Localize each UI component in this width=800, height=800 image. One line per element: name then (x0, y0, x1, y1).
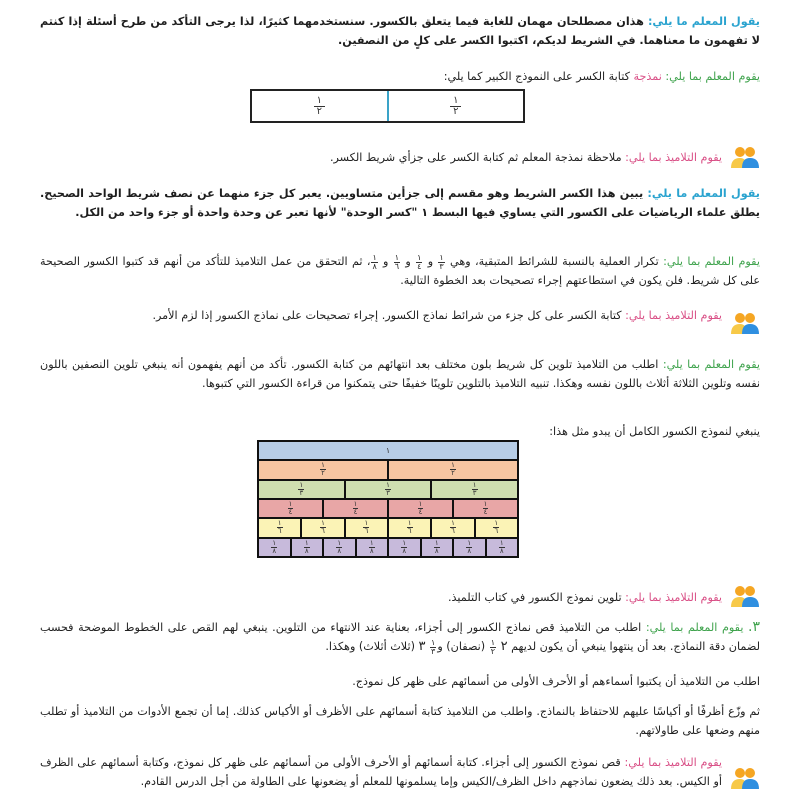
fraction-wall-row (259, 500, 517, 517)
denominator: ٢ (453, 105, 459, 117)
numerator: ١ (407, 519, 412, 528)
fraction-wall-cell (346, 519, 387, 536)
denominator: ٤ (483, 508, 488, 517)
denominator: ٨ (402, 546, 407, 555)
numerator: ١ (490, 637, 495, 647)
students-do-label: يقوم التلاميذ بما يلي: (624, 756, 722, 769)
students-do-paragraph-4 (40, 753, 760, 791)
fraction-wall-cell (454, 500, 517, 517)
fraction-one-sixth (394, 254, 400, 271)
fraction-wall-cell (259, 539, 290, 556)
fraction-wall-cell (389, 500, 452, 517)
numerator-one: ١ (421, 206, 429, 219)
teacher-says-paragraph-1 (40, 12, 760, 50)
fraction-label (277, 520, 283, 535)
numerator: ١ (386, 480, 390, 489)
fraction-wall-cell (259, 481, 344, 498)
numerator: ١ (431, 637, 436, 647)
fraction-wall-cell (346, 481, 431, 498)
paragraph-text: ثم وزّع أظرفًا أو أكياسًا عليهم للاحتفاظ بالنماذج. واطلب من التلاميذ كتابة أسمائهم على الأظرف أو الأكياس كذلك. إما أن تجمع الأدوات من التلاميذ أو تطلب منهم وضعها على طاولاتهم. (40, 705, 760, 737)
denominator: ٨ (369, 546, 374, 555)
students-do-paragraph-3 (40, 588, 760, 607)
denominator: ٨ (467, 546, 472, 555)
teacher-does-label: يقوم المعلم بما يلي: (665, 70, 760, 83)
denominator: ٣ (386, 488, 390, 497)
denominator: ٢ (321, 469, 325, 478)
numerator: ١ (434, 538, 439, 547)
denominator: ٢ (451, 469, 455, 478)
paragraph-text: ، ثم التحقق من عمل التلاميذ للتأكد من أنهم قد كتبوا الكسور الصحيحة على كل شريط. فلن يكون في استطاعتهم إجراء تصحيحات بعد الخطوة التالية. (40, 255, 760, 287)
fraction-one-third (438, 254, 444, 271)
count-three: ٣ (418, 639, 426, 654)
numerator: ١ (451, 461, 455, 470)
numerator: ١ (439, 252, 444, 262)
numerator: ١ (304, 538, 309, 547)
fraction-label (363, 520, 369, 535)
two-pupils-icon (730, 312, 760, 336)
teacher-does-paragraph-1 (40, 67, 760, 86)
fraction-label (483, 501, 489, 516)
denominator: ٢ (490, 646, 495, 656)
and-word: و (405, 255, 411, 268)
paragraph-text: كتابة الكسر على النموذج الكبير كما يلي: (443, 70, 634, 83)
fraction-one-half (450, 96, 461, 117)
students-do-label: يقوم التلاميذ بما يلي: (625, 591, 722, 604)
teacher-does-label: يقوم المعلم بما يلي: (645, 621, 744, 634)
fraction-label (407, 520, 413, 535)
numerator: ١ (450, 96, 461, 107)
fraction-wall-row (259, 461, 517, 478)
two-pupils-icon (730, 146, 760, 170)
fraction-one-third (430, 639, 436, 656)
and-word: و (383, 255, 389, 268)
denominator: ٤ (417, 261, 422, 271)
numerator: ١ (314, 96, 325, 107)
paragraph-text: (ثلاث أثلاث) وهكذا. (325, 640, 415, 653)
numerator: ١ (394, 252, 400, 262)
fraction-label (418, 501, 424, 516)
paragraph-text: يبين هذا الكسر الشريط وهو مقسم إلى جزأين متساويين. يعبر كل جزء منهما عن نصف شريط الواحد الصحيح. يطلق علماء الرياضيات على الكسور التي يساوي فيها البسط (40, 187, 760, 219)
fraction-label (298, 482, 304, 497)
paragraph-text: "كسر الوحدة" لأنها تعبر عن وحدة واحدة أو جزء واحد من الكل. (75, 206, 418, 219)
denominator: ٦ (394, 261, 400, 271)
numerator: ١ (337, 538, 342, 547)
denominator: ٦ (277, 527, 282, 536)
strip-half-cell (387, 91, 524, 121)
fraction-wall-cell (422, 539, 453, 556)
teacher-does-paragraph-3 (40, 355, 760, 393)
fraction-wall-cell (454, 539, 485, 556)
fraction-one-half (314, 96, 325, 117)
numerator: ١ (321, 461, 325, 470)
fraction-label (499, 540, 505, 555)
numerator: ١ (372, 252, 377, 262)
numerator: ١ (272, 538, 277, 547)
denominator: ٨ (337, 546, 342, 555)
numerator: ١ (353, 500, 358, 509)
fraction-label (336, 540, 342, 555)
and-word: و (427, 255, 434, 268)
halves-word: (نصفان) و (437, 640, 486, 653)
numerator: ١ (364, 519, 369, 528)
fraction-label (288, 501, 294, 516)
fraction-label (493, 520, 499, 535)
numerator: ١ (499, 538, 504, 547)
fraction-label (401, 540, 407, 555)
fraction-wall-cell (259, 519, 300, 536)
students-do-paragraph-2 (40, 306, 760, 325)
teacher-does-label: يقوم المعلم بما يلي: (662, 358, 760, 371)
instruction-paragraph-1 (40, 672, 760, 691)
fraction-wall-cell (259, 442, 517, 459)
step-number: ٣. (748, 619, 760, 635)
fraction-wall-cell (259, 500, 322, 517)
denominator: ٨ (499, 546, 504, 555)
teacher-says-label: يقول المعلم ما يلي: (647, 15, 760, 28)
fraction-label (320, 520, 326, 535)
teacher-does-paragraph-4 (40, 618, 760, 656)
fraction-label (472, 482, 478, 497)
students-do-label: يقوم التلاميذ بما يلي: (625, 309, 722, 322)
teacher-does-label: يقوم المعلم بما يلي: (663, 255, 760, 268)
paragraph-text: اطلب من التلاميذ تلوين كل شريط بلون مختلف بعد انتهائهم من كتابة الكسور. تأكد من أنهم يفهمون أنه ينبغي تلوين النصفين باللون نفسه وتلوين الثلاثة أثلاث باللون نفسه وهكذا. تنبيه التلاميذ بالتلوين تلوينًا خفيفًا حتى يتمكنوا من قراءة الكسور التي كتبوها. (40, 358, 760, 390)
denominator: ٨ (272, 546, 277, 555)
paragraph-text: هذان مصطلحان مهمان للغاية فيما يتعلق بالكسور. سنستخدمهما كثيرًا، لذا يرجى التأكد من طرح أسئلة إذا كنتم لا تفهمون ما معناهما. في الشريط لديكم، اكتبوا الكسر على كلٍ من النصفين. (40, 15, 760, 47)
denominator: ٨ (434, 546, 439, 555)
fraction-label (320, 462, 326, 477)
fraction-label (434, 540, 440, 555)
paragraph-text: تلوين نموذج الكسور في كتاب التلميذ. (447, 591, 626, 604)
denominator: ٣ (431, 646, 436, 656)
fraction-one-quarter (416, 254, 422, 271)
fraction-wall-cell (357, 539, 388, 556)
denominator: ٤ (418, 508, 423, 517)
fraction-label (450, 462, 456, 477)
numerator: ١ (402, 538, 407, 547)
denominator: ٨ (304, 546, 309, 555)
denominator: ٢ (316, 105, 322, 117)
fraction-label (385, 482, 391, 497)
fraction-wall-cell (292, 539, 323, 556)
two-pupils-icon (730, 767, 760, 791)
count-two: ٢ (500, 639, 508, 654)
fraction-label (466, 540, 472, 555)
fraction-label (450, 520, 456, 535)
half-fraction-strip (250, 89, 525, 123)
fraction-wall-cell (432, 519, 473, 536)
fraction-wall-cell (476, 519, 517, 536)
paragraph-text: كتابة الكسر على كل جزء من شرائط نماذج الكسور. إجراء تصحيحات على نماذج الكسور إذا لزم الأمر. (152, 309, 626, 322)
numerator: ١ (418, 500, 423, 509)
fraction-wall-row (259, 442, 517, 459)
fraction-wall-cell (432, 481, 517, 498)
two-pupils-icon (730, 585, 760, 609)
numerator: ١ (299, 480, 304, 489)
fraction-label (304, 540, 310, 555)
paragraph-text: قص نموذج الكسور إلى أجزاء. كتابة أسمائهم أو الأحرف الأولى من أسمائهم على ظهر كل نموذج، وكتابة أسمائهم على الظرف أو الكيس. بعد ذلك يضعون نماذجهم داخل الظرف/الكيس وإما يسلمونها للمعلم أو يضعونها على الطاولة من أجل الدرس القادم. (40, 756, 722, 788)
fraction-wall-cell (324, 500, 387, 517)
fraction-wall-row (259, 539, 517, 556)
fraction-label (271, 540, 277, 555)
paragraph-text: اطلب من التلاميذ قص نماذج الكسور إلى أجزاء، بعناية عند الانتهاء من التلوين. ينبغي لهم القص على الخطوط الموضحة فحسب لضمان دقة النماذج. بعد أن ينتهوا ينبغي أن يكون لديهم (40, 621, 760, 653)
fraction-wall-cell (487, 539, 518, 556)
denominator: ٣ (299, 488, 304, 497)
numerator: ١ (417, 252, 422, 262)
denominator: ٣ (439, 261, 444, 271)
teacher-does-paragraph-2 (40, 252, 760, 290)
denominator: ٨ (372, 261, 377, 271)
numerator: ١ (451, 519, 455, 528)
denominator: ٦ (364, 527, 369, 536)
strip-half-cell (252, 91, 387, 121)
students-do-paragraph-1 (40, 148, 760, 167)
numerator: ١ (483, 500, 488, 509)
students-do-label: يقوم التلاميذ بما يلي: (625, 151, 722, 164)
paragraph-text: تكرار العملية بالنسبة للشرائط المتبقية، وهي (450, 255, 664, 268)
numerator: ١ (494, 519, 499, 528)
fraction-label (369, 540, 375, 555)
denominator: ٦ (321, 527, 325, 536)
numerator: ١ (472, 480, 477, 489)
model-intro-paragraph (40, 422, 760, 441)
denominator: ٤ (288, 508, 293, 517)
fraction-wall-cell (389, 539, 420, 556)
paragraph-text: ملاحظة نمذجة المعلم ثم كتابة الكسر على جزأي شريط الكسر. (329, 151, 626, 164)
fraction-wall-cell (259, 461, 387, 478)
paragraph-text: ينبغي لنموذج الكسور الكامل أن يبدو مثل هذا: (549, 425, 760, 438)
numerator: ١ (288, 500, 293, 509)
teacher-says-paragraph-2 (40, 184, 760, 222)
fraction-wall-row (259, 481, 517, 498)
numerator: ١ (321, 519, 325, 528)
fraction-label (353, 501, 359, 516)
fraction-wall-row (259, 519, 517, 536)
fraction-one-eighth (371, 254, 377, 271)
whole-label: ١ (385, 446, 391, 456)
instruction-paragraph-2 (40, 702, 760, 740)
denominator: ٦ (451, 527, 455, 536)
fraction-wall-cell (389, 461, 517, 478)
denominator: ٦ (407, 527, 412, 536)
paragraph-text: اطلب من التلاميذ أن يكتبوا أسماءهم أو الأحرف الأولى من أسمائهم على ظهر كل نموذج. (352, 675, 760, 688)
numerator: ١ (467, 538, 472, 547)
denominator: ٤ (353, 508, 358, 517)
fraction-wall-cell (324, 539, 355, 556)
modelling-highlight: نمذجة (633, 70, 662, 83)
teacher-says-label: يقول المعلم ما يلي: (647, 187, 760, 200)
fraction-one-half (490, 639, 496, 656)
numerator: ١ (369, 538, 374, 547)
denominator: ٦ (494, 527, 499, 536)
numerator: ١ (277, 519, 282, 528)
denominator: ٣ (472, 488, 477, 497)
fraction-wall-cell (302, 519, 343, 536)
fraction-wall-cell (389, 519, 430, 536)
fraction-wall (257, 440, 519, 558)
